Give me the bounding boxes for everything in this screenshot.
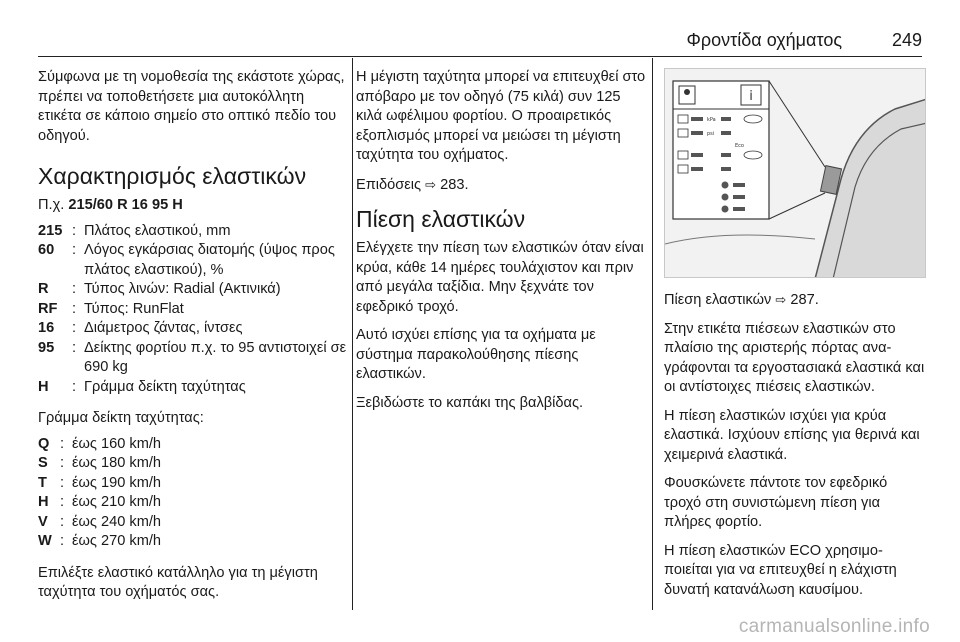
def-key: 60 (38, 242, 55, 258)
valve-cap-paragraph: Ξεβιδώστε το καπάκι της βαλβίδας. (356, 394, 584, 411)
table-row: W : έως 270 km/h (38, 532, 161, 552)
table-row: RF : Τύπος: RunFlat (38, 300, 348, 320)
table-row: H : Γράμμα δείκτη ταχύτητας (38, 378, 348, 398)
column-right (664, 290, 926, 609)
speed-text: έως 180 km/h (72, 455, 162, 471)
psi-label: psi (707, 131, 715, 137)
table-row: H : έως 210 km/h (38, 493, 161, 513)
speed-key: T (38, 474, 47, 491)
def-key: 16 (38, 320, 55, 336)
header-divider (38, 56, 922, 57)
table-row: 60 : Λόγος εγκάρσιας διατομής (ύψος προς πλάτος ελαστικού), % (38, 241, 348, 280)
column-left (38, 68, 348, 612)
def-key: 95 (38, 339, 55, 356)
table-row: R : Τύπος λινών: Radial (Ακτινικά) (38, 280, 348, 300)
speed-key: V (38, 513, 48, 530)
section-title: Φροντίδα οχήματος (686, 30, 842, 50)
intro-paragraph: Σύμφωνα με τη νομοθεσία της εκάστοτε χώρας, πρέπει να τοποθετήσετε μια αυτοκόλλητη ετικέτα σε κάποιο σημείο στο οπτικό πεδίο του οδηγού. (38, 69, 345, 144)
tpms-paragraph: Αυτό ισχύει επίσης για τα οχήματα με σύστημα παρακολούθησης πίεσης ελαστικών. (356, 327, 596, 382)
def-key: RF (38, 300, 58, 317)
cross-reference-pressure[interactable] (664, 290, 926, 311)
table-row: S : έως 180 km/h (38, 454, 161, 474)
ref-text: Πίεση ελαστικών (664, 292, 772, 308)
max-speed-paragraph: Η μέγιστη ταχύτητα μπορεί να επιτευχθεί στο απόβαρο με τον οδηγό (75 κιλά) συν 125 κιλά ωφέλιμου φορτίου. Ο προαιρετικός εξοπλισμός μπορεί να μειώσει τη μέγιστη ταχύτητα του οχήματος. (356, 69, 646, 163)
def-text: Τύπος λινών: Radial (Ακτινικά) (84, 281, 281, 297)
check-pressure-paragraph: Ελέγχετε την πίεση των ελαστικών όταν είναι κρύα, κάθε 14 ημέρες τουλάχιστον και πριν από μεγάλα ταξίδια. Μην ξεχνάτε τον εφεδρικό τροχό. (356, 240, 644, 315)
watermark: carmanualsonline.info (738, 616, 930, 637)
table-row: V : έως 240 km/h (38, 513, 161, 533)
speed-text: έως 160 km/h (72, 435, 162, 452)
eco-pressure-paragraph: Η πίεση ελαστικών ECO χρησιμοποιείται για να επιτευχθεί η ελάχιστη δυνατή κατανάλωση καυσίμου. (664, 542, 897, 598)
cold-tyres-paragraph: Η πίεση ελαστικών ισχύει για κρύα ελαστικά. Ισχύουν επίσης για θερινά και χειμερινά ελαστικά. (664, 407, 920, 463)
svg-text:i: i (749, 89, 753, 104)
cross-reference-performance[interactable] (356, 175, 646, 196)
heading-tyre-pressure: Πίεση ελαστικών (356, 206, 526, 232)
example-prefix: Π.χ. (38, 197, 65, 213)
column-divider-left (352, 58, 353, 610)
table-row: 16 : Διάμετρος ζάντας, ίντσες (38, 319, 348, 339)
def-text: Διάμετρος ζάντας, ίντσες (84, 320, 243, 336)
def-text: Γράμμα δείκτη ταχύτητας (84, 378, 246, 395)
page-header (0, 0, 960, 60)
def-text: Τύπος: RunFlat (84, 300, 184, 317)
ref-page: 287. (790, 292, 819, 308)
kpa-label: kPa (707, 117, 716, 123)
speed-key: Q (38, 435, 50, 452)
def-key: H (38, 378, 49, 395)
table-row: 95 : Δείκτης φορτίου π.χ. το 95 αντιστοιχεί σε 690 kg (38, 339, 348, 378)
def-key: R (38, 281, 49, 297)
label-location-paragraph: Στην ετικέτα πιέσεων ελαστικών στο πλαίσιο της αριστερής πόρτας αναγράφονται τα εργοστασιακά ελαστικά και οι αντίστοιχες πιέσεις ελαστικών. (664, 320, 925, 395)
arrow-icon: ⇨ (425, 176, 437, 192)
table-row: Q : έως 160 km/h (38, 435, 161, 455)
def-key: 215 (38, 222, 63, 239)
speed-intro: Γράμμα δείκτη ταχύτητας: (38, 410, 204, 426)
arrow-icon: ⇨ (775, 292, 787, 307)
designation-table (38, 222, 348, 398)
outro-paragraph: Επιλέξτε ελαστικό κατάλληλο για τη μέγιστη ταχύτητα του οχήματός σας. (38, 564, 318, 600)
table-row: T : έως 190 km/h (38, 474, 161, 494)
heading-tyre-designation: Χαρακτηρισμός ελαστικών (38, 163, 307, 189)
spare-wheel-paragraph: Φουσκώνετε πάντοτε τον εφεδρικό τροχό στη συνιστώμενη πίεση για πλήρες φορτίο. (664, 475, 888, 530)
ref-page: 283. (440, 176, 469, 193)
page-number: 249 (891, 30, 922, 50)
column-divider-right (652, 58, 653, 610)
def-text: Δείκτης φορτίου π.χ. το 95 αντιστοιχεί σε 690 kg (84, 339, 347, 375)
table-row: 215 : Πλάτος ελαστικού, mm (38, 222, 348, 242)
def-text: Λόγος εγκάρσιας διατομής (ύψος προς πλάτος ελαστικού), % (84, 242, 335, 278)
example-code: 215/60 R 16 95 H (68, 197, 183, 213)
speed-text: έως 190 km/h (72, 474, 162, 491)
def-text: Πλάτος ελαστικού, mm (84, 222, 231, 239)
speed-key: W (38, 533, 52, 549)
column-middle (356, 68, 646, 422)
speed-key: H (38, 494, 49, 510)
example-line (38, 196, 348, 216)
speed-table (38, 435, 161, 552)
door-frame-drawing (665, 69, 926, 278)
speed-key: S (38, 455, 48, 471)
speed-text: έως 240 km/h (72, 513, 162, 530)
eco-label: Eco (735, 143, 744, 149)
speed-text: έως 210 km/h (72, 494, 162, 510)
speed-text: έως 270 km/h (72, 533, 162, 549)
tyre-pressure-label-illustration (664, 68, 926, 278)
ref-text: Επιδόσεις (356, 176, 422, 193)
